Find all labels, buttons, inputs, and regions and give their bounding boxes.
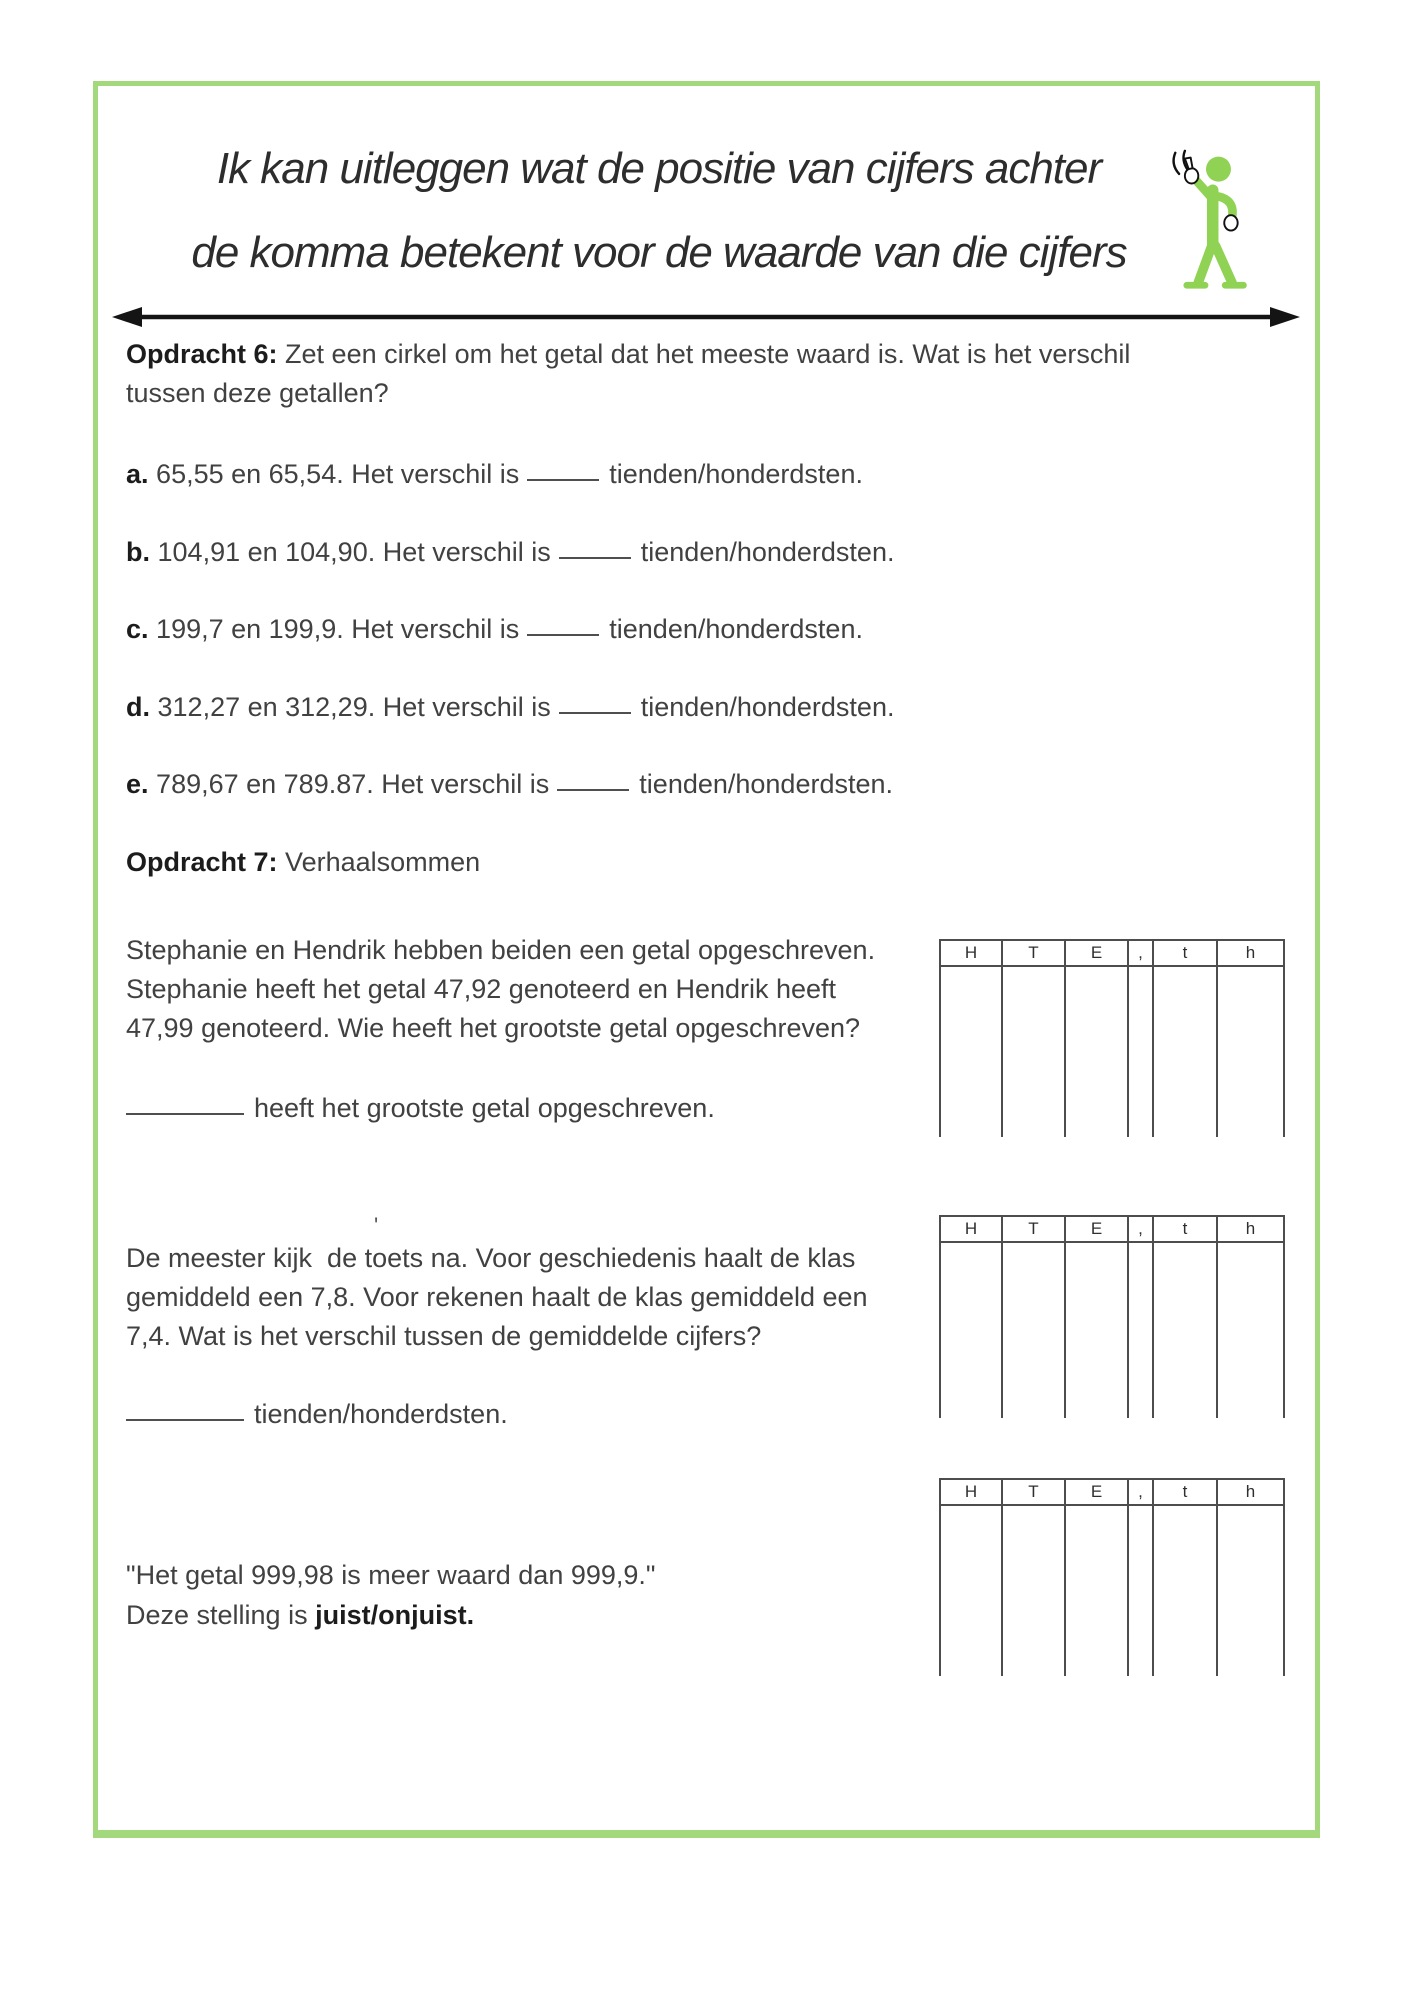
waving-figure-icon [1158,146,1254,294]
item-d-label: d. [126,692,150,722]
pv-table2-header-row [939,1215,1285,1243]
problem2-line1: De meester kijk de toets na. Voor geschiedenis haalt de klas [126,1243,856,1273]
pv-body-cell [1066,1506,1129,1676]
pv-body-cell [1129,1506,1154,1676]
opdracht7-heading [126,843,480,882]
pv-body-cell [1218,1506,1283,1676]
answer-blank [126,1414,244,1421]
problem2-line2: gemiddeld een 7,8. Voor rekenen haalt de klas gemiddeld een [126,1282,868,1312]
pv-header-tenths: t [1154,1480,1218,1504]
pv-body-cell [1129,967,1154,1137]
pv-body-cell [941,967,1003,1137]
item-a-label: a. [126,459,149,489]
item-b-suffix: tienden/honderdsten. [640,537,895,567]
pv-body-cell [1154,1506,1218,1676]
statement-line1: "Het getal 999,98 is meer waard dan 999,9." [126,1560,656,1590]
problem1-answer-suffix: heeft het grootste getal opgeschreven. [254,1093,715,1123]
problem2-line3: 7,4. Wat is het verschil tussen de gemiddelde cijfers? [126,1321,762,1351]
item-a-suffix: tienden/honderdsten. [609,459,863,489]
pv-table3-body [939,1506,1285,1676]
opdracht6-item-b [126,533,894,572]
pv-body-cell [1066,967,1129,1137]
problem2-answer-suffix: tienden/honderdsten. [254,1399,508,1429]
pv-body-cell [1129,1243,1154,1418]
item-b-label: b. [126,537,150,567]
answer-blank [557,784,629,791]
problem1-text [126,931,986,1048]
pv-body-cell [1154,967,1218,1137]
pv-table2-body [939,1243,1285,1418]
pv-table3-header-row [939,1478,1285,1506]
problem1-line2: Stephanie heeft het getal 47,92 genoteerd en Hendrik heeft [126,974,837,1004]
opdracht6-item-c [126,610,863,649]
answer-blank [527,629,599,636]
worksheet-title-line1: Ik kan uitleggen wat de positie van cijfers achter [216,144,1102,193]
pv-table1-header-row [939,939,1285,967]
pv-body-cell [941,1243,1003,1418]
pv-body-cell [1218,967,1283,1137]
pv-body-cell [1154,1243,1218,1418]
pv-body-cell [1003,967,1066,1137]
item-e-label: e. [126,769,149,799]
pv-header-tens: T [1003,941,1066,965]
pv-header-tenths: t [1154,1217,1218,1241]
pv-header-hundredths: h [1245,1482,1256,1501]
item-c-suffix: tienden/honderdsten. [609,614,863,644]
pv-header-tenths: t [1154,941,1218,965]
pv-header-ones: E [1066,941,1129,965]
statement-block [126,1555,656,1635]
place-value-table-1 [939,939,1285,1137]
pv-header-tens: T [1003,1480,1066,1504]
statement-juist-onjuist: juist/onjuist. [315,1600,475,1630]
pv-body-cell [1218,1243,1283,1418]
pv-header-comma: , [1129,941,1154,965]
answer-blank [559,552,631,559]
statement-line2-text: Deze stelling is [126,1600,316,1630]
item-d-suffix: tienden/honderdsten. [640,692,895,722]
pv-header-hundreds: H [941,941,1003,965]
item-d-text: 312,27 en 312,29. Het verschil is [157,692,551,722]
item-b-text: 104,91 en 104,90. Het verschil is [157,537,551,567]
opdracht6-item-e [126,765,893,804]
opdracht6-label: Opdracht 6: [126,339,278,369]
opdracht6-intro [126,335,1130,413]
pv-header-hundreds: H [941,1217,1003,1241]
opdracht6-item-d [126,688,894,727]
pv-header-hundredths: h [1245,1219,1256,1238]
item-c-label: c. [126,614,149,644]
stray-apostrophe-mark: ' [374,1213,379,1238]
pv-header-ones: E [1066,1480,1129,1504]
pv-header-ones: E [1066,1217,1129,1241]
pv-body-cell [941,1506,1003,1676]
opdracht6-item-a [126,455,863,494]
problem2-text [126,1239,986,1356]
problem1-line3: 47,99 genoteerd. Wie heeft het grootste getal opgeschreven? [126,1013,861,1043]
worksheet-title-line2: de komma betekent voor de waarde van die cijfers [191,228,1127,277]
problem2-answer-line [126,1395,508,1434]
pv-header-comma: , [1129,1480,1154,1504]
answer-blank [126,1108,244,1115]
pv-header-hundredths: h [1245,943,1256,962]
answer-blank [527,474,599,481]
pv-body-cell [1003,1243,1066,1418]
place-value-table-2 [939,1215,1285,1418]
statement-line2 [126,1595,656,1635]
item-e-suffix: tienden/honderdsten. [639,769,894,799]
opdracht7-label: Opdracht 7: [126,847,278,877]
answer-blank [559,707,631,714]
opdracht6-intro-line2: tussen deze getallen? [126,378,389,408]
pv-body-cell [1066,1243,1129,1418]
double-headed-arrow-icon [110,303,1302,331]
pv-body-cell [1003,1506,1066,1676]
place-value-table-3 [939,1478,1285,1676]
opdracht7-subtitle: Verhaalsommen [285,847,481,877]
pv-header-comma: , [1129,1217,1154,1241]
item-e-text: 789,67 en 789.87. Het verschil is [156,769,550,799]
pv-header-tens: T [1003,1217,1066,1241]
opdracht6-intro-line1 [126,335,1130,374]
problem1-answer-line [126,1089,715,1128]
problem1-line1: Stephanie en Hendrik hebben beiden een getal opgeschreven. [126,935,876,965]
pv-header-hundreds: H [941,1480,1003,1504]
item-c-text: 199,7 en 199,9. Het verschil is [156,614,520,644]
pv-table1-body [939,967,1285,1137]
opdracht6-intro-text1: Zet een cirkel om het getal dat het meeste waard is. Wat is het verschil [285,339,1131,369]
item-a-text: 65,55 en 65,54. Het verschil is [156,459,520,489]
